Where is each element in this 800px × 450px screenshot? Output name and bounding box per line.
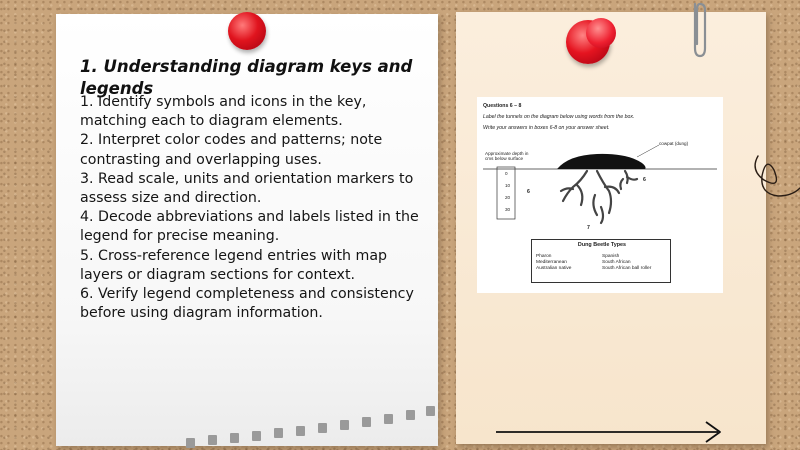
arrow-right-icon bbox=[494, 418, 724, 444]
instruction-line: Write your answers in boxes 6-8 on your answer sheet. bbox=[483, 125, 610, 131]
legend-entry: Australian native bbox=[536, 266, 572, 271]
depth-label: Approximate depth in cms below surface bbox=[485, 151, 529, 161]
squiggle-doodle bbox=[752, 150, 800, 210]
step-item: 2. Interpret color codes and patterns; note contrasting and overlapping uses. bbox=[80, 132, 383, 168]
depth-tick: 30 bbox=[505, 207, 511, 212]
step-item: 4. Decode abbreviations and labels listed in the legend for precise meaning. bbox=[80, 209, 419, 245]
instruction-line: Label the tunnels on the diagram below using words from the box. bbox=[483, 114, 635, 120]
question-range: Questions 6 – 8 bbox=[483, 103, 522, 109]
legend-title: Dung Beetle Types bbox=[577, 242, 627, 248]
steps-list bbox=[80, 93, 425, 323]
step-item: 1. Identify symbols and icons in the key, matching each to diagram elements. bbox=[80, 94, 367, 130]
legend-entry: Spanish bbox=[602, 254, 620, 259]
depth-tick: 0 bbox=[505, 171, 508, 176]
cowpat-label: cowpat (dung) bbox=[659, 141, 689, 146]
spiral-binding bbox=[180, 402, 440, 450]
legend-entry: Mediterranean bbox=[536, 260, 567, 265]
step-item: 6. Verify legend completeness and consistency before using diagram information. bbox=[80, 286, 414, 322]
step-item: 3. Read scale, units and orientation markers to assess size and direction. bbox=[80, 170, 414, 207]
answer-number: 6 bbox=[527, 189, 530, 195]
legend-entry: South African ball roller bbox=[602, 266, 652, 271]
depth-tick: 10 bbox=[505, 183, 511, 188]
legend-entry: Pharon bbox=[536, 254, 552, 259]
depth-tick: 20 bbox=[505, 195, 511, 200]
paperclip-icon bbox=[688, 0, 710, 60]
answer-number: 6 bbox=[643, 177, 646, 183]
legend-box bbox=[531, 239, 671, 283]
step-item: 5. Cross-reference legend entries with map layers or diagram sections for context. bbox=[80, 247, 388, 283]
legend-entry: South African bbox=[602, 260, 631, 265]
worksheet-image bbox=[477, 97, 723, 293]
push-pin-head bbox=[586, 18, 616, 48]
note-title: 1. Understanding diagram keys and legends bbox=[80, 57, 413, 98]
push-pin-icon bbox=[228, 12, 266, 50]
answer-number: 7 bbox=[587, 225, 590, 231]
